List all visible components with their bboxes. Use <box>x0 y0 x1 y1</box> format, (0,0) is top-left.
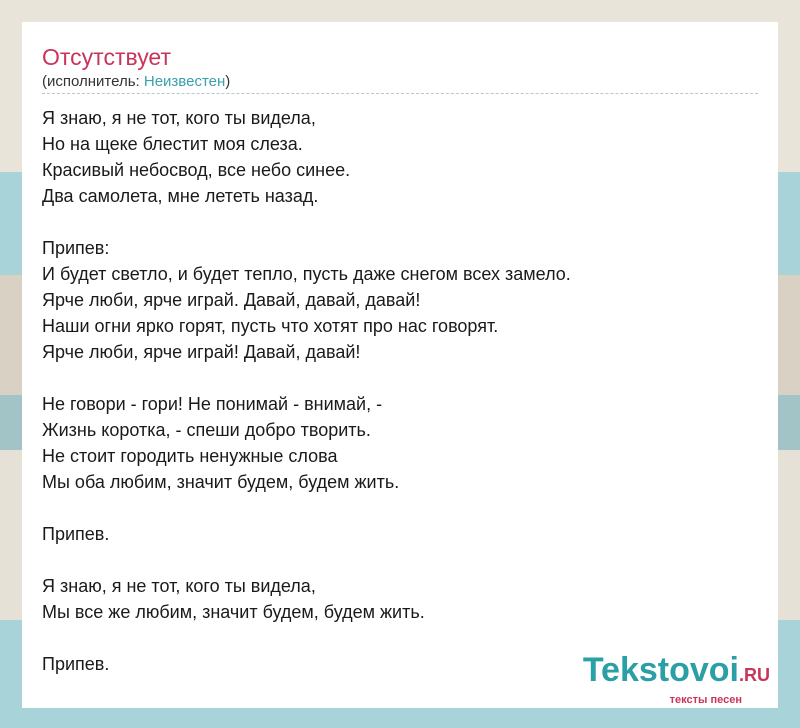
lyric-line: Ярче люби, ярче играй. Давай, давай, давай! <box>42 290 421 310</box>
artist-line <box>42 73 230 91</box>
lyric-line: Припев. <box>42 654 110 674</box>
lyric-line: Красивый небосвод, все небо синее. <box>42 160 351 180</box>
logo-wordmark <box>583 653 770 694</box>
lyric-line <box>42 365 571 391</box>
title-divider <box>42 93 758 94</box>
lyric-line: Припев: <box>42 238 110 258</box>
site-logo[interactable] <box>583 653 770 706</box>
lyric-line: Наши огни ярко горят, пусть что хотят про нас говорят. <box>42 316 499 336</box>
artist-suffix: ) <box>225 73 231 90</box>
logo-word: Tekstovoi <box>582 651 739 689</box>
lyric-line: Не стоит городить ненужные слова <box>42 446 338 466</box>
lyric-line: Я знаю, я не тот, кого ты видела, <box>42 576 316 596</box>
lyric-line <box>42 495 571 521</box>
lyric-line <box>42 547 571 573</box>
lyrics-card <box>22 22 778 708</box>
artist-link[interactable]: Неизвестен <box>143 73 226 90</box>
lyric-line: Ярче люби, ярче играй! Давай, давай! <box>42 342 361 362</box>
lyric-line: И будет светло, и будет тепло, пусть даже снегом всех замело. <box>42 264 571 284</box>
lyric-line: Не говори - гори! Не понимай - внимай, - <box>42 394 383 414</box>
artist-prefix: (исполнитель: <box>42 73 144 90</box>
lyric-line: Мы оба любим, значит будем, будем жить. <box>42 472 400 492</box>
lyrics-text <box>42 105 571 677</box>
lyric-line: Жизнь коротка, - спеши добро творить. <box>42 420 371 440</box>
lyric-line: Мы все же любим, значит будем, будем жить. <box>42 602 425 622</box>
logo-tld: .RU <box>739 665 770 685</box>
lyric-line: Но на щеке блестит моя слеза. <box>42 134 303 154</box>
lyric-line: Припев. <box>42 524 110 544</box>
lyric-line: Я знаю, я не тот, кого ты видела, <box>42 108 316 128</box>
logo-tagline: тексты песен <box>669 694 742 706</box>
lyric-line <box>42 625 571 651</box>
lyric-line: Два самолета, мне лететь назад. <box>42 186 319 206</box>
song-title: Отсутствует <box>42 44 171 70</box>
lyric-line <box>42 209 571 235</box>
